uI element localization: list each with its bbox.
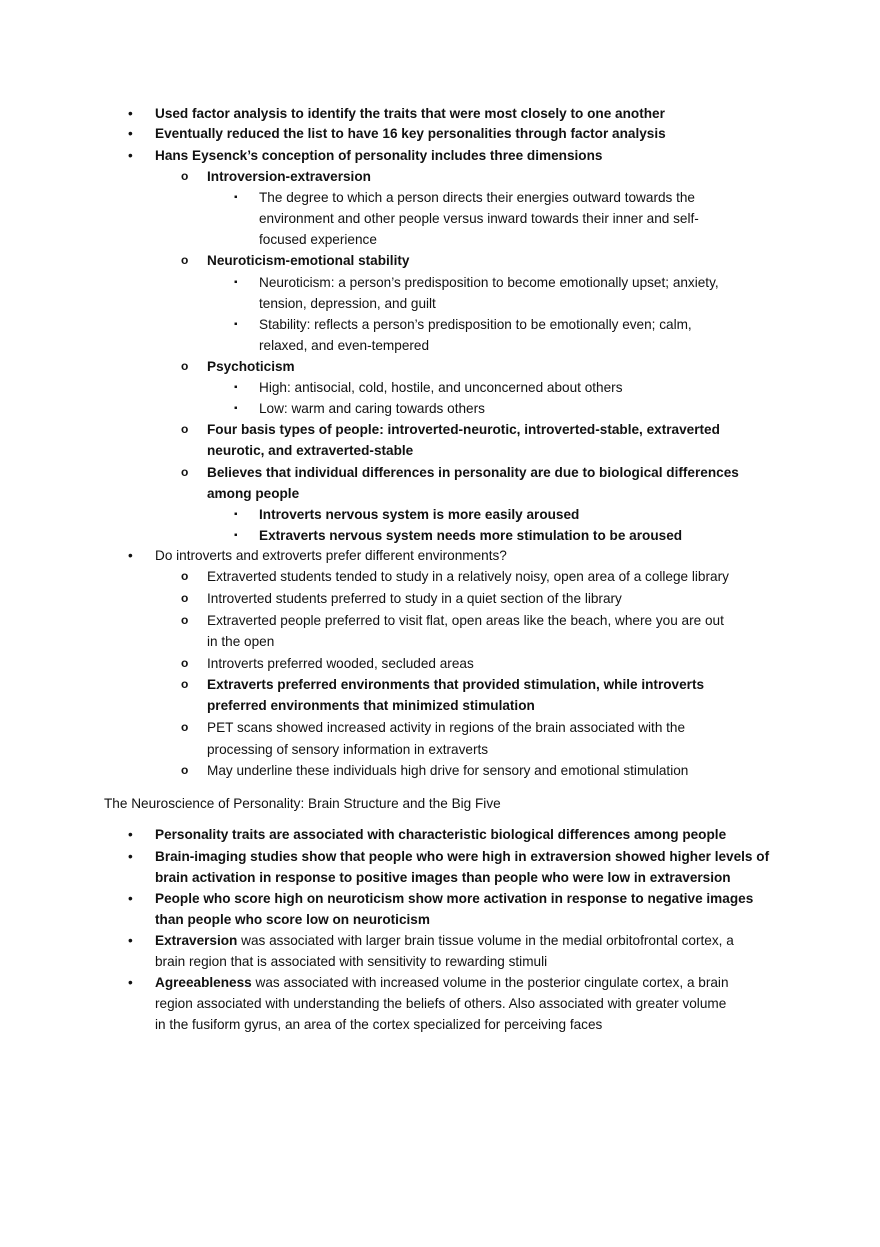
list-item-continuation: brain activation in response to positive images than people who were low in extraversion: [155, 870, 731, 885]
list-item: Extraverts nervous system needs more stimulation to be aroused: [259, 528, 683, 543]
term-description: was associated with larger brain tissue volume in the medial orbitofrontal cortex, a: [237, 933, 734, 948]
section-heading: The Neuroscience of Personality: Brain Structure and the Big Five: [104, 796, 501, 811]
list-item: Brain-imaging studies show that people who were high in extraversion showed higher levels of: [155, 849, 770, 864]
bullet-marker: o: [181, 422, 189, 436]
bullet-marker: o: [181, 169, 189, 183]
list-item: Believes that individual differences in personality are due to biological differences: [207, 465, 739, 480]
list-item-continuation: brain region that is associated with sensitivity to rewarding stimuli: [155, 954, 548, 969]
bullet-marker: •: [128, 106, 133, 121]
list-item-continuation: processing of sensory information in extraverts: [207, 742, 489, 757]
bullet-marker: o: [181, 763, 189, 777]
term-description: was associated with increased volume in the posterior cingulate cortex, a brain: [251, 975, 729, 990]
bullet-marker: o: [181, 720, 189, 734]
bullet-marker: ▪: [234, 509, 238, 520]
list-item-continuation: in the fusiform gyrus, an area of the cortex specialized for perceiving faces: [155, 1017, 603, 1032]
list-item-continuation: preferred environments that minimized stimulation: [207, 698, 535, 713]
list-item: Introverted students preferred to study in a quiet section of the library: [207, 591, 622, 606]
list-item: Introverts preferred wooded, secluded areas: [207, 656, 474, 671]
list-item: Four basis types of people: introverted-neurotic, introverted-stable, extraverted: [207, 422, 720, 437]
bullet-marker: •: [128, 849, 133, 864]
bullet-marker: o: [181, 656, 189, 670]
bullet-marker: •: [128, 548, 133, 563]
list-item: Personality traits are associated with characteristic biological differences among people: [155, 827, 727, 842]
bullet-marker: •: [128, 126, 133, 141]
bullet-marker: o: [181, 253, 189, 267]
bullet-marker: •: [128, 148, 133, 163]
list-item: The degree to which a person directs their energies outward towards the: [259, 190, 695, 205]
list-item: Hans Eysenck’s conception of personality includes three dimensions: [155, 148, 603, 163]
bullet-marker: ▪: [234, 277, 238, 288]
list-item: May underline these individuals high drive for sensory and emotional stimulation: [207, 763, 689, 778]
list-item: Extraverted students tended to study in a relatively noisy, open area of a college library: [207, 569, 729, 584]
bullet-marker: ▪: [234, 319, 238, 330]
list-item: Stability: reflects a person’s predisposition to be emotionally even; calm,: [259, 317, 692, 332]
bullet-marker: o: [181, 677, 189, 691]
list-item-continuation: in the open: [207, 634, 275, 649]
list-item: Introversion-extraversion: [207, 169, 371, 184]
list-item-continuation: neurotic, and extraverted-stable: [207, 443, 414, 458]
bullet-marker: •: [128, 827, 133, 842]
bullet-marker: o: [181, 569, 189, 583]
term-extraversion: Extraversion: [155, 933, 238, 948]
list-item-continuation: environment and other people versus inward towards their inner and self-: [259, 211, 699, 226]
list-item: Neuroticism: a person’s predisposition to become emotionally upset; anxiety,: [259, 275, 719, 290]
list-item-continuation: region associated with understanding the beliefs of others. Also associated with greater volume: [155, 996, 727, 1011]
bullet-marker: •: [128, 933, 133, 948]
list-item: Do introverts and extroverts prefer different environments?: [155, 548, 507, 563]
list-item: Extraverts preferred environments that provided stimulation, while introverts: [207, 677, 705, 692]
bullet-marker: ▪: [234, 192, 238, 203]
list-item: Low: warm and caring towards others: [259, 401, 485, 416]
list-item: Neuroticism-emotional stability: [207, 253, 410, 268]
bullet-marker: ▪: [234, 530, 238, 541]
list-item: High: antisocial, cold, hostile, and unconcerned about others: [259, 380, 623, 395]
bullet-marker: ▪: [234, 403, 238, 414]
bullet-marker: o: [181, 591, 189, 605]
list-item: Introverts nervous system is more easily aroused: [259, 507, 580, 522]
list-item-continuation: than people who score low on neuroticism: [155, 912, 430, 927]
list-item-continuation: tension, depression, and guilt: [259, 296, 436, 311]
bullet-marker: o: [181, 359, 189, 373]
list-item: [155, 972, 729, 993]
list-item: PET scans showed increased activity in regions of the brain associated with the: [207, 720, 686, 735]
bullet-marker: o: [181, 613, 189, 627]
list-item: Used factor analysis to identify the traits that were most closely to one another: [155, 106, 665, 121]
bullet-marker: •: [128, 891, 133, 906]
list-item-continuation: relaxed, and even-tempered: [259, 338, 430, 353]
term-agreeableness: Agreeableness: [155, 975, 252, 990]
bullet-marker: ▪: [234, 382, 238, 393]
list-item-continuation: focused experience: [259, 232, 377, 247]
bullet-marker: •: [128, 975, 133, 990]
list-item: [155, 930, 734, 951]
list-item: Extraverted people preferred to visit flat, open areas like the beach, where you are out: [207, 613, 724, 628]
list-item: Psychoticism: [207, 359, 295, 374]
list-item: Eventually reduced the list to have 16 key personalities through factor analysis: [155, 126, 666, 141]
bullet-marker: o: [181, 465, 189, 479]
list-item: People who score high on neuroticism show more activation in response to negative images: [155, 891, 754, 906]
list-item-continuation: among people: [207, 486, 300, 501]
